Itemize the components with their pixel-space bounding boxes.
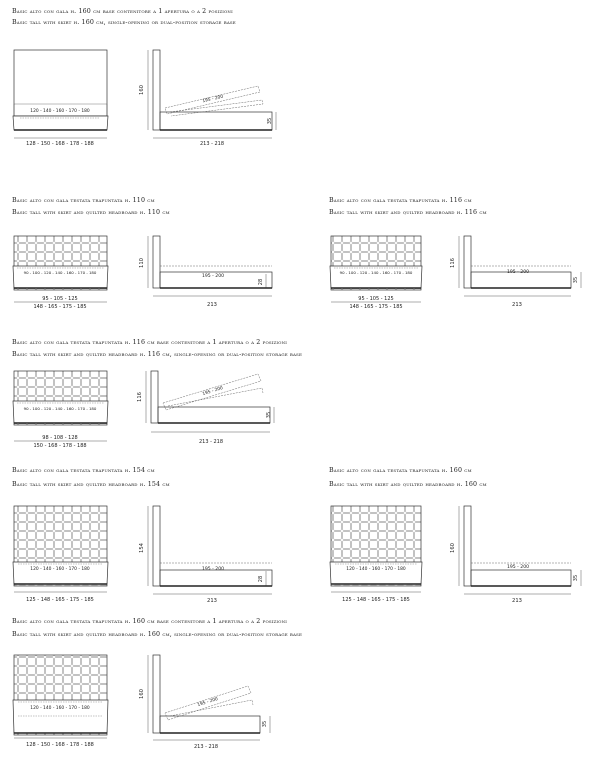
section-6-front-view	[330, 506, 422, 603]
section-2-length-dim: 213	[207, 302, 217, 308]
section-4-front-inner-dim: 90 - 100 - 120 - 140 - 160 - 170 - 180	[23, 406, 97, 411]
section-6-side-view	[450, 506, 581, 604]
section-3-side-view	[450, 236, 581, 308]
section-4-side-view	[137, 371, 274, 445]
section-3-title-it: Basic alto con gala testata trapuntata h. 116 cm	[329, 197, 472, 204]
section-3-front-inner-dim: 90 - 100 - 120 - 140 - 160 - 170 - 180	[339, 270, 413, 275]
section-4-front-view	[13, 371, 108, 449]
section-1-front-inner-dim: 120 - 140 - 160 - 170 - 180	[30, 109, 90, 114]
section-4-length-dim: 213 - 218	[198, 439, 224, 445]
section-7-opening-dim: 195 - 200	[197, 697, 219, 709]
section-3-front-width-dim-2: 148 - 165 - 175 - 185	[349, 304, 403, 310]
section-6-front-width-dim: 125 - 148 - 165 - 175 - 185	[342, 597, 410, 603]
section-6-base-height-dim: 35	[573, 574, 579, 582]
section-4-front-width-dim-1: 98 - 108 - 128	[42, 435, 78, 441]
section-1-title-en: Basic tall with skirt h. 160 cm, single-opening or dual-position storage base	[12, 19, 236, 26]
section-7-base-height-dim: 35	[262, 720, 268, 728]
section-1-front-view	[13, 50, 108, 147]
section-3-length-dim: 213	[512, 302, 522, 308]
section-5-height-dim: 154	[139, 543, 145, 553]
section-7-front-view	[13, 655, 108, 748]
section-3-inner-length-dim: 195 - 200	[506, 270, 530, 275]
section-5-title-it: Basic alto con gala testata trapuntata h. 154 cm	[12, 467, 155, 474]
section-5-length-dim: 213	[207, 598, 217, 604]
section-7-side-view	[139, 655, 270, 750]
section-7-height-dim: 160	[139, 689, 145, 699]
section-6-front-inner-dim: 120 - 140 - 160 - 170 - 180	[346, 567, 406, 572]
section-2-title-it: Basic alto con gala testata trapuntata h. 110 cm	[12, 197, 155, 204]
section-3-front-width-dim-1: 95 - 105 - 125	[358, 296, 394, 302]
section-7-front-width-dim: 128 - 150 - 168 - 178 - 188	[26, 742, 94, 748]
section-4-title-en: Basic tall with skirt and quilted headboard h. 116 cm, single-opening or dual-position storage base	[12, 351, 303, 358]
section-4-height-dim: 116	[137, 392, 143, 402]
section-6-title-en: Basic tall with skirt and quilted headboard h. 160 cm	[329, 481, 487, 488]
section-5-side-view	[139, 506, 272, 604]
section-5-front-view	[13, 506, 108, 603]
section-1-side-view	[139, 50, 276, 147]
section-1-front-width-dim: 128 - 150 - 168 - 178 - 188	[26, 141, 94, 147]
section-2-front-width-dim-2: 148 - 165 - 175 - 185	[33, 304, 87, 310]
section-3-base-height-dim: 35	[573, 276, 579, 284]
section-5-base-height-dim: 28	[258, 575, 264, 583]
section-4-opening-dim: 195 - 200	[202, 386, 224, 398]
section-1-height-dim: 160	[139, 85, 145, 95]
section-2-base-height-dim: 28	[258, 278, 264, 286]
section-2-front-width-dim-1: 95 - 105 - 125	[42, 296, 78, 302]
section-6-height-dim: 160	[450, 543, 456, 553]
section-5-front-inner-dim: 120 - 140 - 160 - 170 - 180	[30, 567, 90, 572]
section-2-height-dim: 110	[139, 258, 145, 268]
section-7-length-dim: 213 - 218	[193, 744, 219, 750]
section-6-inner-length-dim: 195 - 200	[506, 565, 530, 570]
section-7-title-en: Basic tall with skirt and quilted headboard h. 160 cm, single-opening or dual-position storage base	[12, 631, 303, 638]
section-5-inner-length-dim: 195 - 200	[201, 567, 225, 572]
section-5-title-en: Basic tall with skirt and quilted headboard h. 154 cm	[12, 481, 170, 488]
section-1-title-it: Basic alto con gala h. 160 cm base contenitore a 1 apertura o a 2 posizioni	[12, 8, 233, 15]
section-6-title-it: Basic alto con gala testata trapuntata h. 160 cm	[329, 467, 472, 474]
section-2-side-view	[139, 236, 272, 308]
section-2-title-en: Basic tall with skirt and quilted headboard h. 110 cm	[12, 209, 170, 216]
section-2-front-inner-dim: 90 - 100 - 120 - 140 - 160 - 170 - 180	[23, 270, 97, 275]
section-3-front-view	[330, 236, 422, 310]
section-4-base-height-dim: 35	[266, 411, 272, 419]
section-3-height-dim: 116	[450, 258, 456, 268]
section-5-front-width-dim: 125 - 148 - 165 - 175 - 185	[26, 597, 94, 603]
section-2-front-view	[13, 236, 108, 310]
section-1-opening-dim: 195 - 200	[202, 94, 224, 105]
section-6-length-dim: 213	[512, 598, 522, 604]
section-4-title-it: Basic alto con gala testata trapuntata h. 116 cm base contenitore a 1 apertura o a 2 posizioni	[12, 339, 287, 346]
section-1-length-dim: 213 - 218	[199, 141, 225, 147]
section-4-front-width-dim-2: 150 - 168 - 178 - 188	[33, 443, 87, 449]
section-2-inner-length-dim: 195 - 200	[201, 274, 225, 279]
section-1-base-height-dim: 35	[267, 117, 273, 125]
section-7-front-inner-dim: 120 - 140 - 160 - 170 - 180	[30, 706, 90, 711]
section-3-title-en: Basic tall with skirt and quilted headboard h. 116 cm	[329, 209, 487, 216]
section-7-title-it: Basic alto con gala testata trapuntata h. 160 cm base contenitore a 1 apertura o a 2 posizioni	[12, 618, 287, 625]
